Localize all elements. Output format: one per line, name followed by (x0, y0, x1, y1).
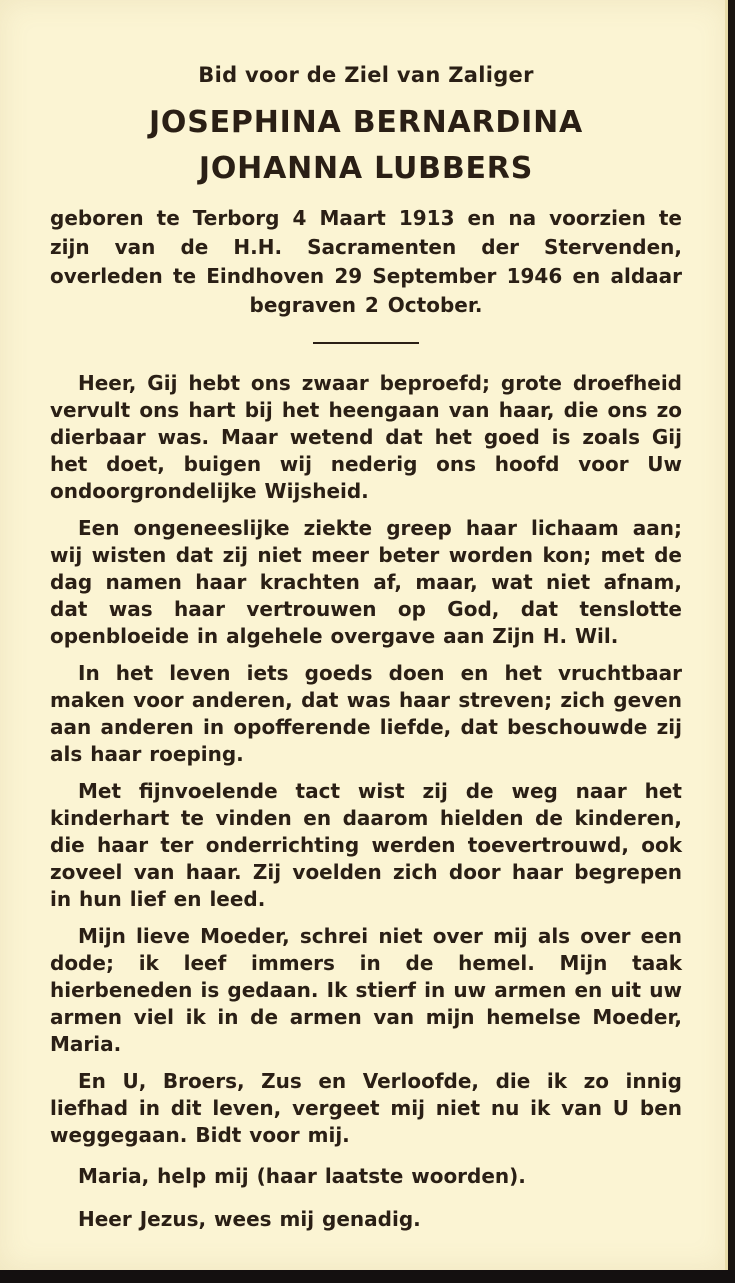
last-words: Maria, help mij (haar laatste woorden). (78, 1164, 526, 1188)
paragraph-4: Met fijnvoelende tact wist zij de weg naar het kinderhart te vinden en daarom hielden de kinderen, die haar ter onderrichting werden toevertrouwd, ook zoveel van haar. Zij voelden zich door haar begrepen in hun lief en leed. (50, 779, 682, 911)
deceased-name (50, 100, 682, 192)
divider-rule (313, 342, 419, 344)
paragraph-1: Heer, Gij hebt ons zwaar beproefd; grote droefheid vervult ons hart bij het heengaan van haar, die ons zo dierbaar was. Maar wetend dat het goed is zoals Gij het doet, buigen wij nederig ons hoofd voor Uw ondoorgrondelijke Wijsheid. (50, 371, 682, 503)
paragraph-2: Een ongeneeslijke ziekte greep haar lichaam aan; wij wisten dat zij niet meer beter worden kon; met de dag namen haar krachten af, maar, wat niet afnam, dat was haar vertrouwen op God, dat tenslotte openbloeide in algehele overgave aan Zijn H. Wil. (50, 516, 682, 648)
prayer-header: Bid voor de Ziel van Zaliger (198, 63, 534, 87)
card-content (50, 60, 682, 1243)
name-line-1: JOSEPHINA BERNARDINA (148, 105, 584, 140)
paragraph-6: En U, Broers, Zus en Verloofde, die ik zo innig liefhad in dit leven, vergeet mij niet nu ik van U ben weggegaan. Bidt voor mij. (50, 1069, 682, 1147)
card-bottom-edge (0, 1270, 735, 1283)
paragraph-3: In het leven iets goeds doen en het vruchtbaar maken voor anderen, dat was haar streven; zich geven aan anderen in opofferende liefde, dat beschouwde zij als haar roeping. (50, 661, 682, 766)
paragraph-5: Mijn lieve Moeder, schrei niet over mij als over een dode; ik leef immers in de hemel. Mijn taak hierbeneden is gedaan. Ik stierf in uw armen en uit uw armen viel ik in de armen van mijn hemelse Moeder, Maria. (50, 924, 682, 1056)
closing-prayer: Heer Jezus, wees mij genadig. (78, 1207, 421, 1231)
biography-text: geboren te Terborg 4 Maart 1913 en na voorzien te zijn van de H.H. Sacramenten der Stervenden, overleden te Eindhoven 29 September 1946 en aldaar begraven 2 October. (50, 206, 682, 317)
name-line-2: JOHANNA LUBBERS (198, 151, 534, 186)
